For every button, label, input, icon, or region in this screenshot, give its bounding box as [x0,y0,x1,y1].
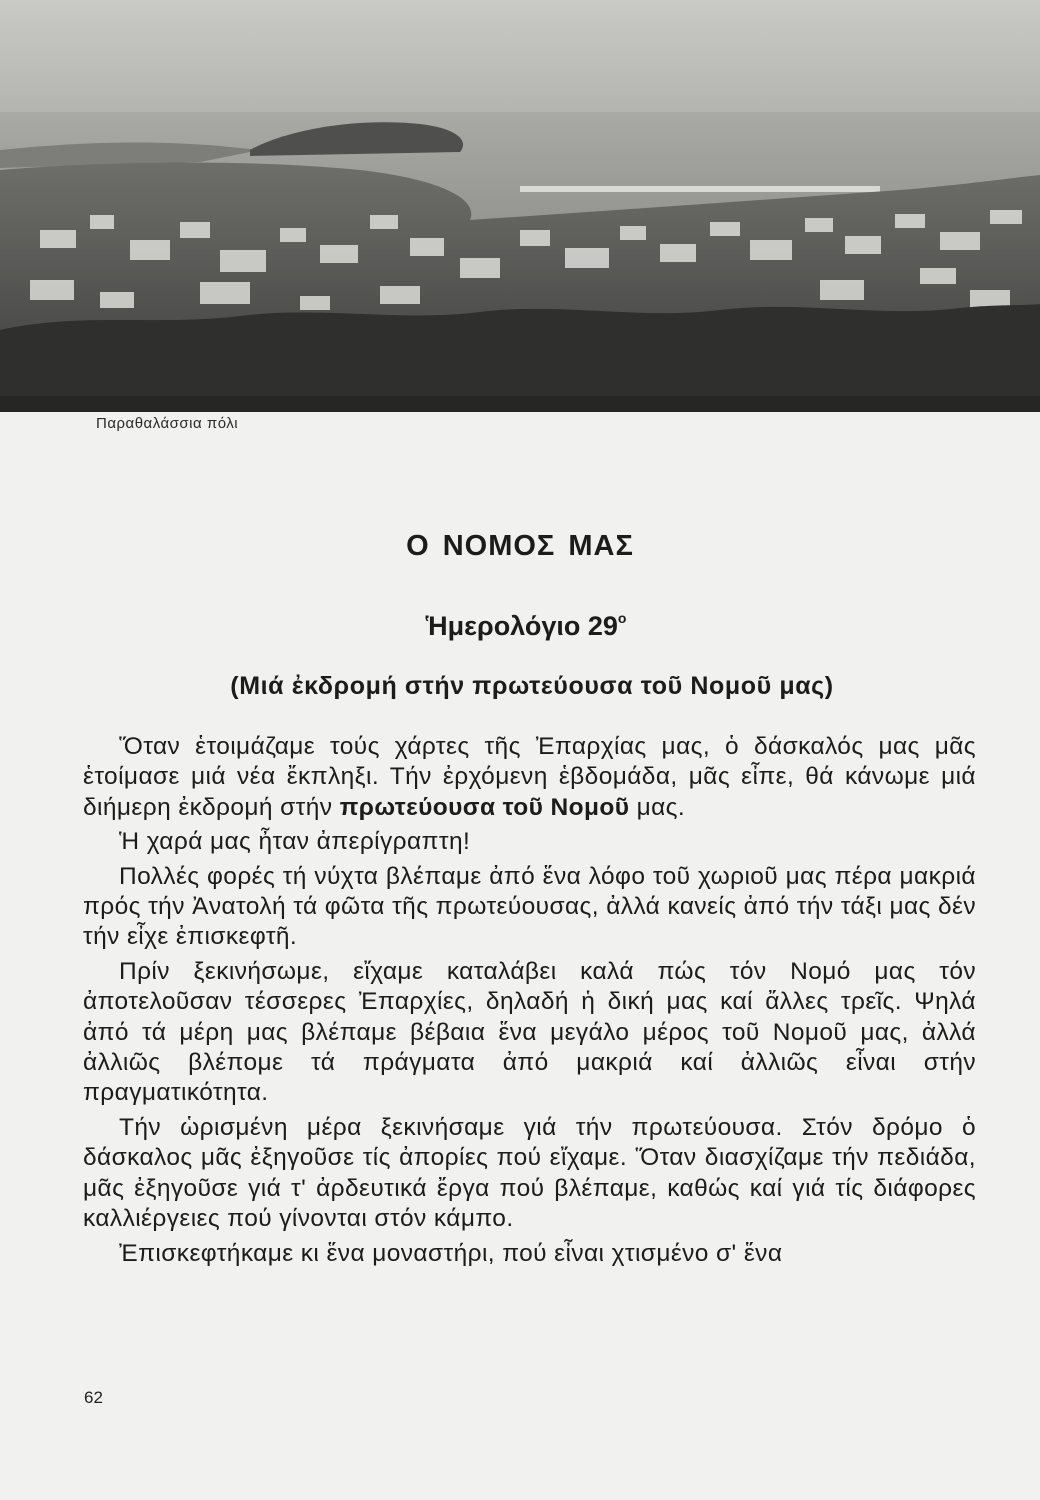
harbour-breakwater [520,186,880,192]
paragraph: Τήν ὡρισμένη μέρα ξεκινήσαμε γιά τήν πρωτεύουσα. Στόν δρόμο ὁ δάσκαλος μᾶς ἐξηγοῦσε τίς ἀπορίες πού εἴχαμε. Ὅταν διασχίζαμε τήν πεδιάδα, μᾶς ἐξηγοῦσε γιά τ' ἀρδευτικά ἔργα πού βλέπαμε, καθώς καί γιά τίς διάφορες καλλιέργειες πού γίνονται στόν κάμπο. [83,1113,976,1233]
sky [0,0,1040,115]
paragraph-text: Ὅταν ἑτοιμάζαμε τούς χάρτες τῆς Ἐπαρχίας μας, ὁ δάσκαλός μας μᾶς ἑτοίμασε μιά νέα ἔκπληξι. Τήν ἐρχόμενη ἑβδομάδα, μᾶς εἶπε, θά κάνωμε μιά διήμερη ἐκδρομή στήν [83,733,976,821]
bold-phrase: πρωτεύουσα τοῦ Νομοῦ [339,793,630,821]
foreground-shrubs [0,304,1040,412]
chapter-title: Ο ΝΟΜΟΣ ΜΑΣ [406,530,634,562]
body-text [83,732,976,1273]
paragraph: Ἡ χαρά μας ἦταν ἀπερίγραπτη! [119,828,471,856]
diary-label: Ἡμερολόγιο 29 [425,611,618,641]
trip-subtitle: (Μιά ἐκδρομή στήν πρωτεύουσα τοῦ Νομοῦ μας) [230,672,834,700]
paragraph-text: μας. [629,793,686,821]
diary-heading [6,610,1040,642]
page-number: 62 [84,1388,103,1407]
photo-caption: Παραθαλάσσια πόλι [96,415,239,432]
paragraph: Πρίν ξεκινήσωμε, εἴχαμε καταλάβει καλά πώς τόν Νομό μας τόν ἀποτελοῦσαν τέσσερες Ἐπαρχίες, δηλαδή ἡ δική μας καί ἄλλες τρεῖς. Ψηλά ἀπό τά μέρη μας βλέπαμε βέβαια ἕνα μεγάλο μέρος τοῦ Νομοῦ μας, ἀλλά ἀλλιῶς βλέπομε τά πράγματα ἀπό μακριά καί ἀλλιῶς εἶναι στήν πραγματικότητα. [83,957,976,1107]
coastal-town-photo [0,0,1040,412]
paragraph [83,732,976,823]
diary-superscript: ο [617,610,627,626]
paragraph: Πολλές φορές τή νύχτα βλέπαμε ἀπό ἕνα λόφο τοῦ χωριοῦ μας πέρα μακριά πρός τήν Ἀνατολή τά φῶτα τῆς πρωτεύουσας, ἀλλά κανείς ἀπό τήν τάξι μας δέν τήν εἶχε ἐπισκεφτῆ. [83,862,976,951]
paragraph: Ἐπισκεφτήκαμε κι ἕνα μοναστήρι, πού εἶναι χτισμένο σ' ἕνα [119,1239,783,1267]
